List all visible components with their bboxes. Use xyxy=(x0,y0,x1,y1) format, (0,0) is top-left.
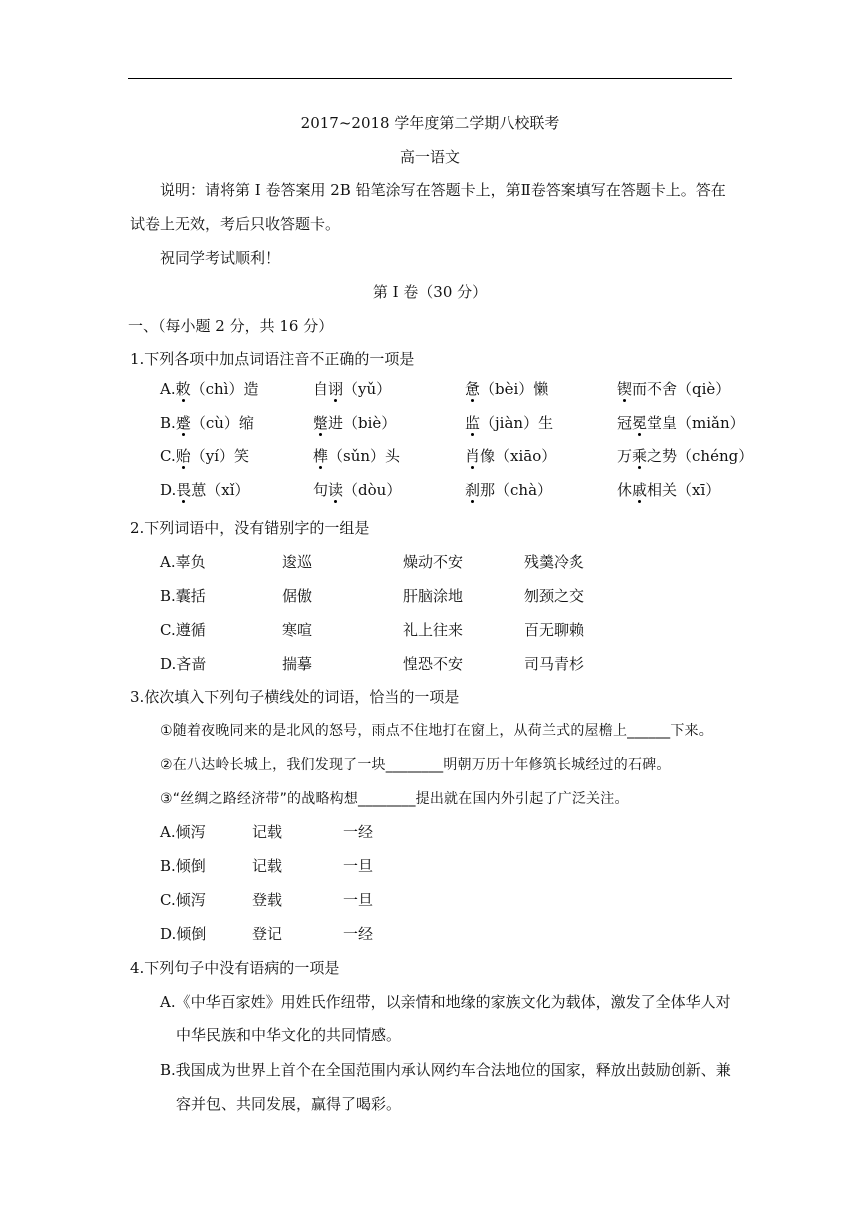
emphasized-character: 冕 xyxy=(632,414,648,432)
emphasized-character: 惫 xyxy=(465,380,481,398)
q3-option-cell: D.倾倒 xyxy=(160,925,207,943)
cell-suffix: 堂皇（miǎn） xyxy=(647,414,745,432)
emphasized-character: 锲 xyxy=(617,380,633,398)
q2-option-cell: 刎颈之交 xyxy=(524,587,585,605)
q2-option-cell: C.遵循 xyxy=(160,621,206,639)
q2-option-cell: 司马青杉 xyxy=(524,655,585,673)
question-3-stem: 3.依次填入下列句子横线处的词语，恰当的一项是 xyxy=(130,688,460,706)
cell-suffix: 那（chà） xyxy=(480,481,553,499)
q3-option-cell: 登记 xyxy=(252,925,283,943)
instructions-line-1: 说明：请将第 I 卷答案用 2B 铅笔涂写在答题卡上，第Ⅱ卷答案填写在答题卡上。答在 xyxy=(160,181,726,199)
cell-prefix: 万 xyxy=(617,447,633,465)
q2-option-cell: A.辜负 xyxy=(160,553,206,571)
q1-option-cell xyxy=(160,446,249,466)
q2-option-cell: 倨傲 xyxy=(282,587,313,605)
q1-option-cell xyxy=(313,379,391,399)
cell-prefix: C. xyxy=(160,447,176,465)
emphasized-character: 敕 xyxy=(175,380,191,398)
cell-suffix: （cù）缩 xyxy=(190,414,254,432)
cell-suffix: 葸（xǐ） xyxy=(191,481,250,499)
cell-suffix: 像（xiāo） xyxy=(480,447,557,465)
emphasized-character: 读 xyxy=(328,481,344,499)
cell-suffix: 进（biè） xyxy=(328,414,397,432)
emphasized-character: 贻 xyxy=(175,447,191,465)
q2-option-cell: 肝脑涂地 xyxy=(403,587,464,605)
q3-option-cell: 一经 xyxy=(343,925,374,943)
q2-option-cell: 礼上往来 xyxy=(403,621,464,639)
question-4-option-a-line-1: A.《中华百家姓》用姓氏作纽带，以亲情和地缘的家族文化为载体，激发了全体华人对 xyxy=(160,993,731,1011)
q3-option-cell: 一经 xyxy=(343,823,374,841)
question-3-sentence-3: ③“丝绸之路经济带”的战略构想________提出就在国内外引起了广泛关注。 xyxy=(160,791,629,807)
good-luck-text: 祝同学考试顺利！ xyxy=(160,249,281,267)
cell-suffix: （sǔn）头 xyxy=(328,447,401,465)
q1-option-cell xyxy=(313,413,396,433)
q3-option-cell: A.倾泻 xyxy=(160,823,206,841)
q1-option-cell xyxy=(465,480,552,500)
q2-option-cell: D.吝啬 xyxy=(160,655,207,673)
instructions-line-2: 试卷上无效，考后只收答题卡。 xyxy=(130,215,341,233)
q1-option-cell xyxy=(313,480,401,500)
q1-option-cell xyxy=(465,446,556,466)
volume-title: 第 I 卷（30 分） xyxy=(372,283,488,301)
q1-option-cell xyxy=(313,446,400,466)
q1-option-cell xyxy=(617,413,745,433)
q1-option-cell xyxy=(160,480,250,500)
q1-option-cell xyxy=(465,379,548,399)
q3-option-cell: B.倾倒 xyxy=(160,857,206,875)
q2-option-cell: 寒喧 xyxy=(282,621,313,639)
exam-title: 2017~2018 学年度第二学期八校联考 xyxy=(300,114,560,132)
q3-option-cell: 记载 xyxy=(252,857,283,875)
question-4-option-a-line-2: 中华民族和中华文化的共同情感。 xyxy=(176,1026,402,1044)
emphasized-character: 蹩 xyxy=(313,414,329,432)
q2-option-cell: 燥动不安 xyxy=(403,553,464,571)
q3-option-cell: 一旦 xyxy=(343,891,374,909)
emphasized-character: 榫 xyxy=(313,447,329,465)
q2-option-cell: 逡巡 xyxy=(282,553,313,571)
q1-option-cell xyxy=(617,480,720,500)
q1-option-cell xyxy=(617,446,753,466)
emphasized-character: 刹 xyxy=(465,481,481,499)
question-4-option-b-line-2: 容并包、共同发展，赢得了喝彩。 xyxy=(176,1095,402,1113)
cell-prefix: 休 xyxy=(617,481,633,499)
q2-option-cell: 残羹冷炙 xyxy=(524,553,585,571)
question-2-stem: 2.下列词语中，没有错别字的一组是 xyxy=(130,519,370,537)
question-3-sentence-2: ②在八达岭长城上，我们发现了一块________明朝万历十年修筑长城经过的石碑。 xyxy=(160,757,671,773)
emphasized-character: 诩 xyxy=(328,380,344,398)
cell-suffix: （dòu） xyxy=(343,481,402,499)
cell-suffix: 而不舍（qiè） xyxy=(632,380,731,398)
q1-option-cell xyxy=(617,379,730,399)
emphasized-character: 乘 xyxy=(632,447,648,465)
header-rule xyxy=(128,78,732,79)
cell-suffix: 之势（chéng） xyxy=(647,447,754,465)
q1-option-cell xyxy=(160,413,254,433)
cell-suffix: 相关（xī） xyxy=(647,481,721,499)
question-4-option-b-line-1: B.我国成为世界上首个在全国范围内承认网约车合法地位的国家，释放出鼓励创新、兼 xyxy=(160,1061,731,1079)
q3-option-cell: 记载 xyxy=(252,823,283,841)
q3-option-cell: 登载 xyxy=(252,891,283,909)
cell-prefix: D. xyxy=(160,481,177,499)
subject-title: 高一语文 xyxy=(399,148,460,166)
cell-prefix: 冠 xyxy=(617,414,633,432)
cell-suffix: （chì）造 xyxy=(190,380,259,398)
q2-option-cell: 惶恐不安 xyxy=(403,655,464,673)
emphasized-character: 肖 xyxy=(465,447,481,465)
q1-option-cell xyxy=(160,379,258,399)
cell-suffix: （yí）笑 xyxy=(190,447,250,465)
question-1-stem: 1.下列各项中加点词语注音不正确的一项是 xyxy=(130,350,415,368)
emphasized-character: 监 xyxy=(465,414,481,432)
cell-prefix: A. xyxy=(160,380,176,398)
q1-option-cell xyxy=(465,413,553,433)
cell-suffix: （jiàn）生 xyxy=(480,414,554,432)
cell-prefix: 自 xyxy=(313,380,329,398)
emphasized-character: 蹙 xyxy=(175,414,191,432)
cell-suffix: （yǔ） xyxy=(343,380,392,398)
question-4-stem: 4.下列句子中没有语病的一项是 xyxy=(130,959,340,977)
cell-prefix: B. xyxy=(160,414,176,432)
cell-prefix: 句 xyxy=(313,481,329,499)
emphasized-character: 戚 xyxy=(632,481,648,499)
q2-option-cell: B.囊括 xyxy=(160,587,206,605)
q2-option-cell: 百无聊赖 xyxy=(524,621,585,639)
cell-suffix: （bèi）懒 xyxy=(480,380,549,398)
question-3-sentence-1: ①随着夜晚同来的是北风的怒号，雨点不住地打在窗上，从荷兰式的屋檐上______下来。 xyxy=(160,723,713,739)
section-heading: 一、（每小题 2 分，共 16 分） xyxy=(128,317,334,335)
q2-option-cell: 揣摹 xyxy=(282,655,313,673)
emphasized-character: 畏 xyxy=(176,481,192,499)
q3-option-cell: 一旦 xyxy=(343,857,374,875)
q3-option-cell: C.倾泻 xyxy=(160,891,206,909)
